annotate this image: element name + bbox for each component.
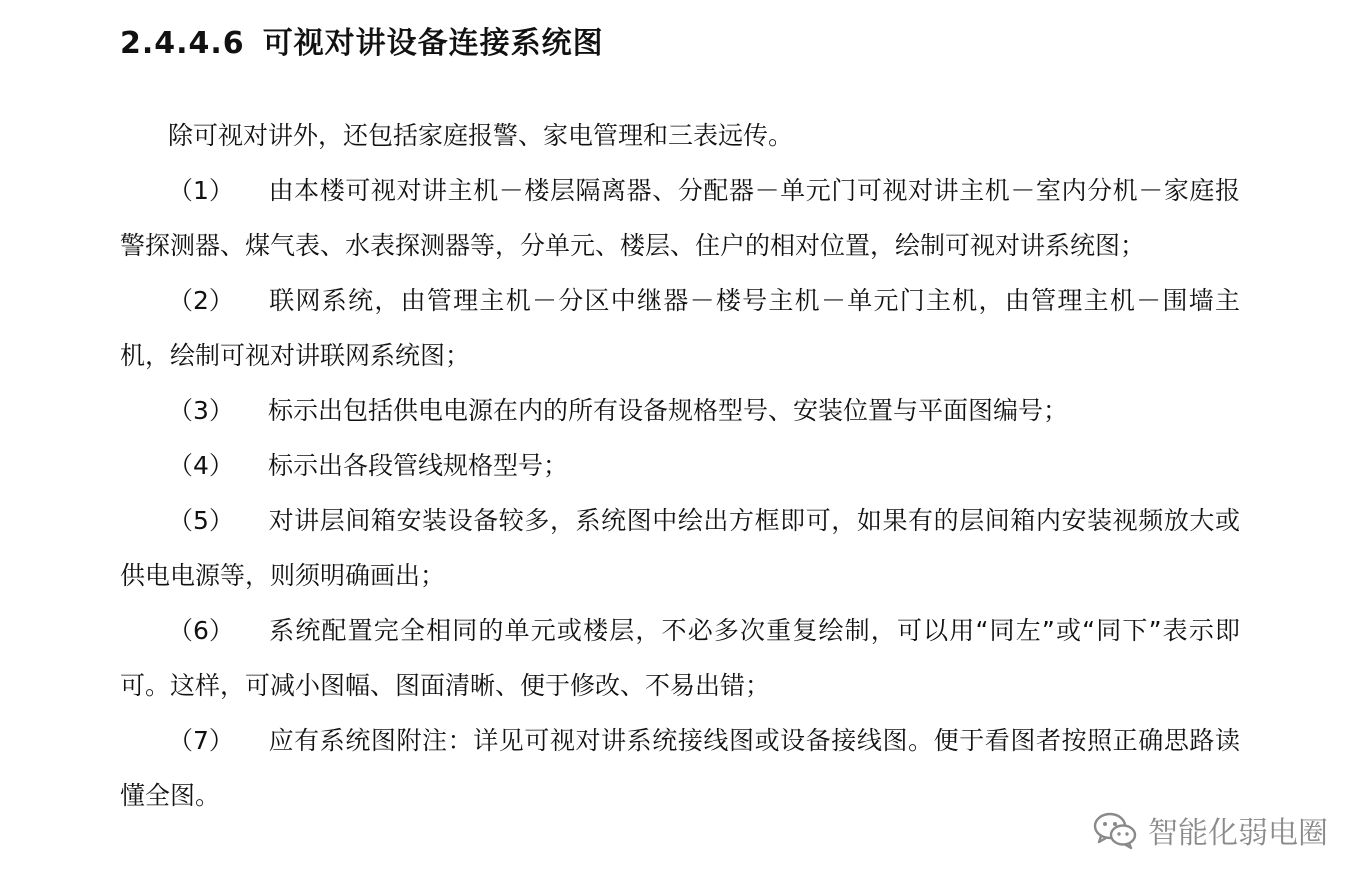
item-marker: （5） [168, 506, 234, 535]
item-marker: （1） [168, 176, 234, 205]
list-item [120, 493, 1240, 603]
item-text: 由本楼可视对讲主机－楼层隔离器、分配器－单元门可视对讲主机－室内分机－家庭报警探测器、煤气表、水表探测器等，分单元、楼层、住户的相对位置，绘制可视对讲系统图； [120, 176, 1240, 260]
wechat-icon [1092, 810, 1138, 850]
list-item [120, 383, 1240, 438]
watermark [1092, 808, 1328, 852]
item-marker: （4） [168, 451, 234, 480]
item-text: 应有系统图附注：详见可视对讲系统接线图或设备接线图。便于看图者按照正确思路读懂全图。 [120, 726, 1240, 810]
item-marker: （2） [168, 286, 234, 315]
item-text: 联网系统，由管理主机－分区中继器－楼号主机－单元门主机，由管理主机－围墙主机，绘制可视对讲联网系统图； [120, 286, 1240, 370]
list-item [120, 163, 1240, 273]
item-text: 系统配置完全相同的单元或楼层，不必多次重复绘制，可以用“同左”或“同下”表示即可。这样，可减小图幅、图面清晰、便于修改、不易出错； [120, 616, 1240, 700]
item-marker: （3） [168, 396, 234, 425]
intro-paragraph [120, 108, 1240, 163]
item-text: 对讲层间箱安装设备较多，系统图中绘出方框即可，如果有的层间箱内安装视频放大或供电电源等，则须明确画出； [120, 506, 1240, 590]
document-body [120, 108, 1240, 823]
section-heading [120, 18, 604, 62]
item-text: 标示出各段管线规格型号； [268, 451, 569, 480]
section-title: 可视对讲设备连接系统图 [262, 26, 604, 61]
list-item [120, 438, 1240, 493]
item-text: 标示出包括供电电源在内的所有设备规格型号、安装位置与平面图编号； [268, 396, 1069, 425]
list-item [120, 713, 1240, 823]
list-item [120, 273, 1240, 383]
item-marker: （7） [168, 726, 234, 755]
watermark-text: 智能化弱电圈 [1148, 816, 1328, 851]
section-number: 2.4.4.6 [120, 26, 245, 61]
item-marker: （6） [168, 616, 234, 645]
list-item [120, 603, 1240, 713]
intro-text: 除可视对讲外，还包括家庭报警、家电管理和三表远传。 [168, 121, 794, 150]
